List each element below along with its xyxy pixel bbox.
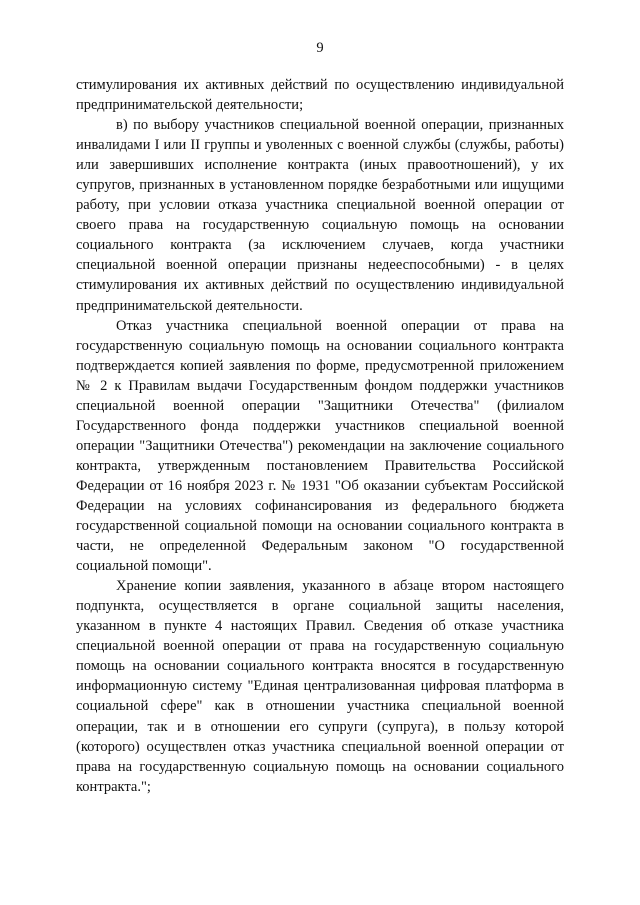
paragraph-item-v: в) по выбору участников специальной военной операции, признанных инвалидами I или II группы и уволенных с военной службы (службы, работы) или завершивших исполнение контракта (иных правоотношений), у их супругов, признанных в установленном порядке безработными или ищущими работу, при условии отказа участника специальной военной операции от своего права на государственную социальную помощь на основании социального контракта (за исключением случаев, когда участники специальной военной операции признаны недееспособными) - в целях стимулирования их активных действий по осуществлению индивидуальной предпринимательской деятельности.: [76, 117, 564, 314]
page-number: 9: [316, 40, 324, 56]
paragraph-storage: Хранение копии заявления, указанного в абзаце втором настоящего подпункта, осуществляется в органе социальной защиты населения, указанном в пункте 4 настоящих Правил. Сведения об отказе участника специальной военной операции от права на государственную социальную помощь на основании социального контракта вносятся в государственную информационную систему "Единая централизованная цифровая платформа в социальной сфере" как в отношении участника специальной военной операции, так и в отношении его супруги (супруга), в пользу которой (которого) осуществлен отказ участника специальной военной операции от права на государственную социальную помощь на основании социального контракта.";: [76, 578, 564, 795]
document-body: [76, 75, 564, 797]
paragraph-continuation: стимулирования их активных действий по осуществлению индивидуальной предпринимательской деятельности;: [76, 77, 564, 114]
paragraph-refusal: Отказ участника специальной военной операции от права на государственную социальную помощь на основании социального контракта подтверждается копией заявления по форме, предусмотренной приложением № 2 к Правилам выдачи Государственным фондом поддержки участников специальной военной операции "Защитники Отечества" (филиалом Государственного фонда поддержки участников специальной военной операции "Защитники Отечества") рекомендации на заключение социального контракта, утвержденным постановлением Правительства Российской Федерации от 16 ноября 2023 г. № 1931 "Об оказании субъектам Российской Федерации на условиях софинансирования из федерального бюджета государственной социальной помощи на основании социального контракта в части, не определенной Федеральным законом "О государственной социальной помощи".: [76, 317, 564, 575]
